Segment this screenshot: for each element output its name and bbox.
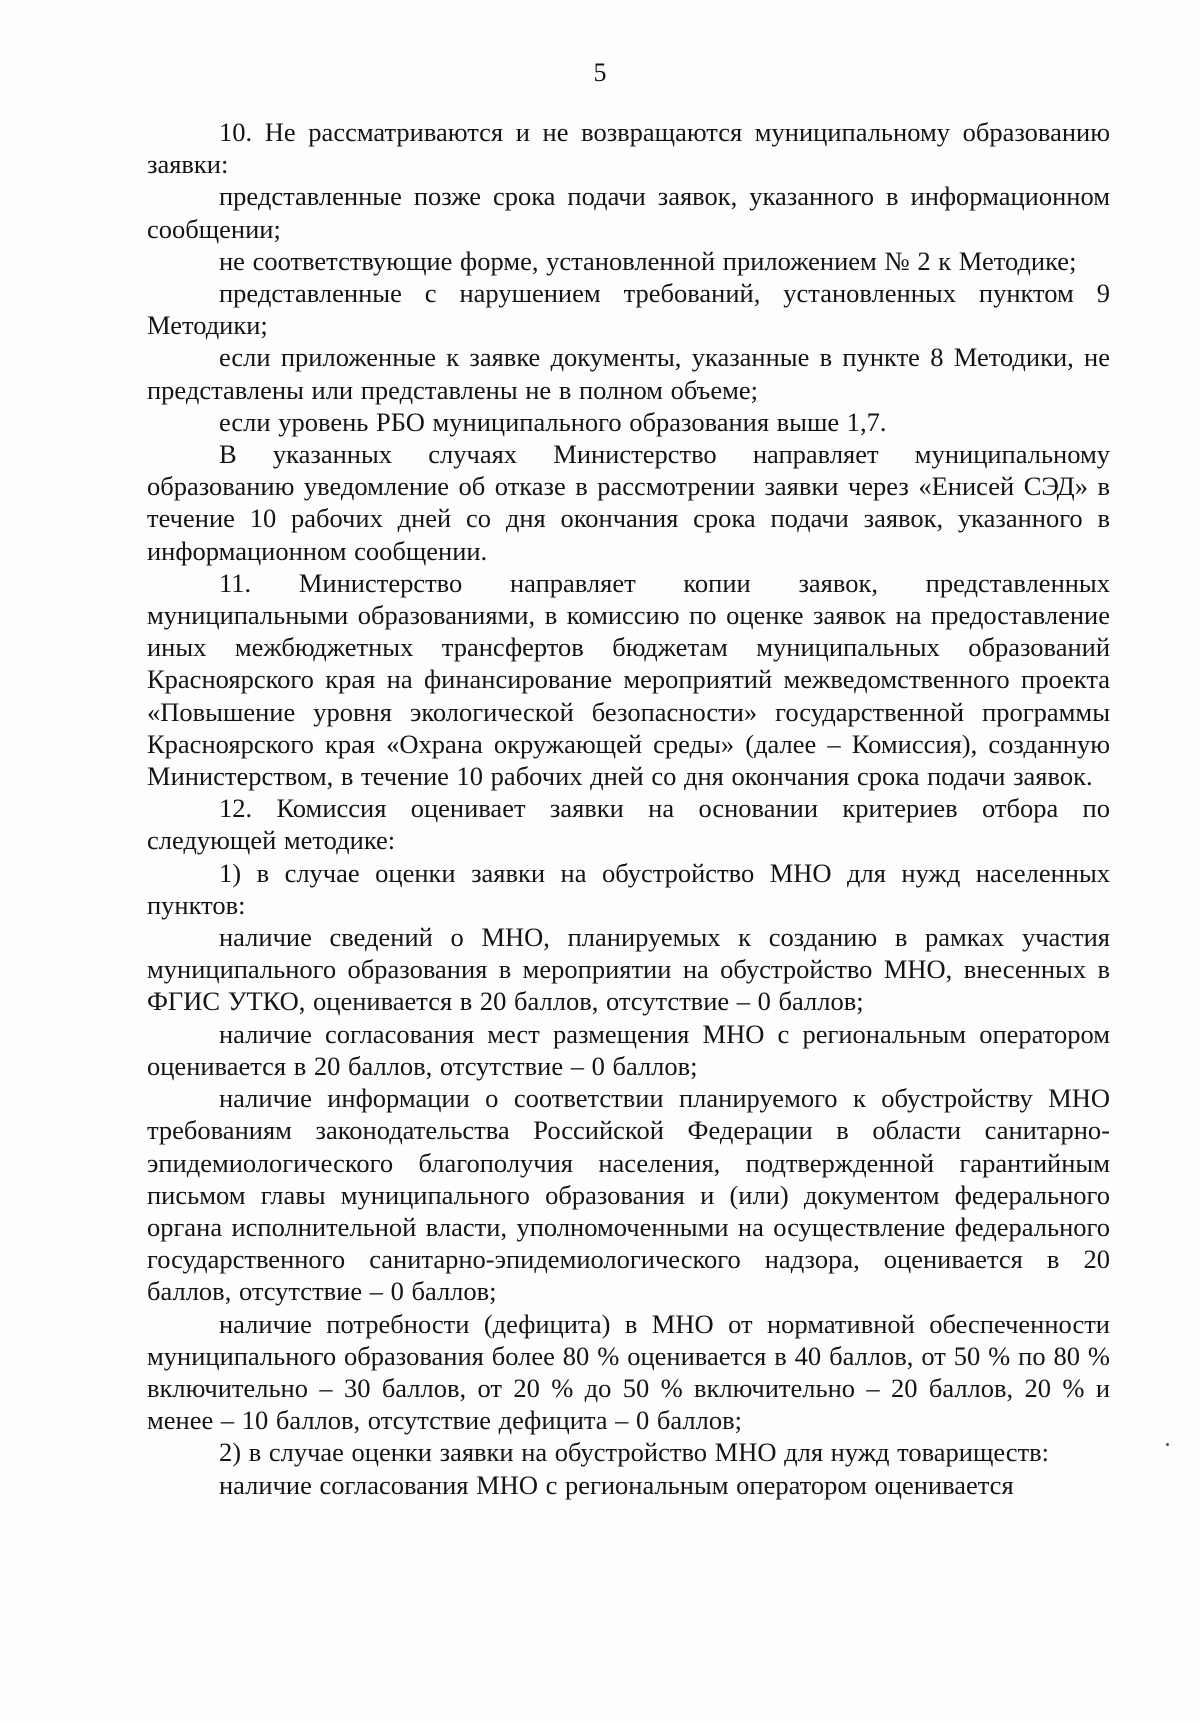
paragraph-10-intro: 10. Не рассматриваются и не возвращаются муниципальному образованию заявки: (147, 117, 1110, 180)
paragraph-requirements-violation: представленные с нарушением требований, установленных пунктом 9 Методики; (147, 278, 1110, 341)
paragraph-criterion-partnership-approval: наличие согласования МНО с региональным оператором оценивается (219, 1469, 1014, 1500)
paragraph-rejection-notice: В указанных случаях Министерство направляет муниципальному образованию уведомление об отказе в рассмотрении заявки через «Енисей СЭД» в течение 10 рабочих дней со дня окончания срока подачи заявок, указанного в информационном сообщении. (147, 439, 1110, 566)
paragraph-rbo-level: если уровень РБО муниципального образования выше 1,7. (219, 406, 887, 437)
paragraph-incomplete-documents: если приложенные к заявке документы, указанные в пункте 8 Методики, не представлены или представлены не в полном объеме; (147, 342, 1110, 405)
page-number: 5 (593, 58, 607, 87)
paragraph-criterion-deficit: наличие потребности (дефицита) в МНО от нормативной обеспеченности муниципального образования более 80 % оценивается в 40 баллов, от 50 % по 80 % включительно – 30 баллов, от 20 % до 50 % включительно – 20 баллов, 20 % и менее – 10 баллов, отсутствие дефицита – 0 баллов; (147, 1308, 1110, 1436)
paragraph-form-mismatch: не соответствующие форме, установленной приложением № 2 к Методике; (219, 245, 1077, 276)
paragraph-criterion-sanitary: наличие информации о соответствии планируемого к обустройству МНО требованиям законодательства Российской Федерации в области санитарно-эпидемиологического благополучия населения, подтвержденной гарантийным письмом главы муниципального образования и (или) документом федерального органа исполнительной власти, уполномоченными на осуществление федерального государственного санитарно-эпидемиологического надзора, оценивается в 20 баллов, отсутствие – 0 баллов; (147, 1083, 1110, 1307)
paragraph-criterion-operator-approval: наличие согласования мест размещения МНО с региональным оператором оценивается в 20 баллов, отсутствие – 0 баллов; (147, 1018, 1110, 1081)
scan-speck (1166, 1443, 1169, 1446)
paragraph-12-evaluation: 12. Комиссия оценивает заявки на основании критериев отбора по следующей методике: (147, 793, 1110, 856)
document-body (147, 116, 1110, 1501)
paragraph-11-commission: 11. Министерство направляет копии заявок, представленных муниципальными образованиями, в комиссию по оценке заявок на предоставление иных межбюджетных трансфертов бюджетам муниципальных образований Красноярского края на финансирование мероприятий межведомственного проекта «Повышение уровня экологической безопасности» государственной программы Красноярского края «Охрана окружающей среды» (далее – Комиссия), созданную Министерством, в течение 10 рабочих дней со дня окончания срока подачи заявок. (147, 567, 1110, 792)
paragraph-case-settlements: 1) в случае оценки заявки на обустройство МНО для нужд населенных пунктов: (147, 857, 1110, 920)
paragraph-late-submission: представленные позже срока подачи заявок, указанного в информационном сообщении; (147, 181, 1110, 244)
paragraph-case-partnerships: 2) в случае оценки заявки на обустройство МНО для нужд товариществ: (219, 1437, 1050, 1468)
paragraph-criterion-fgis: наличие сведений о МНО, планируемых к созданию в рамках участия муниципального образования в мероприятии на обустройство МНО, внесенных в ФГИС УТКО, оценивается в 20 баллов, отсутствие – 0 баллов; (147, 922, 1110, 1017)
